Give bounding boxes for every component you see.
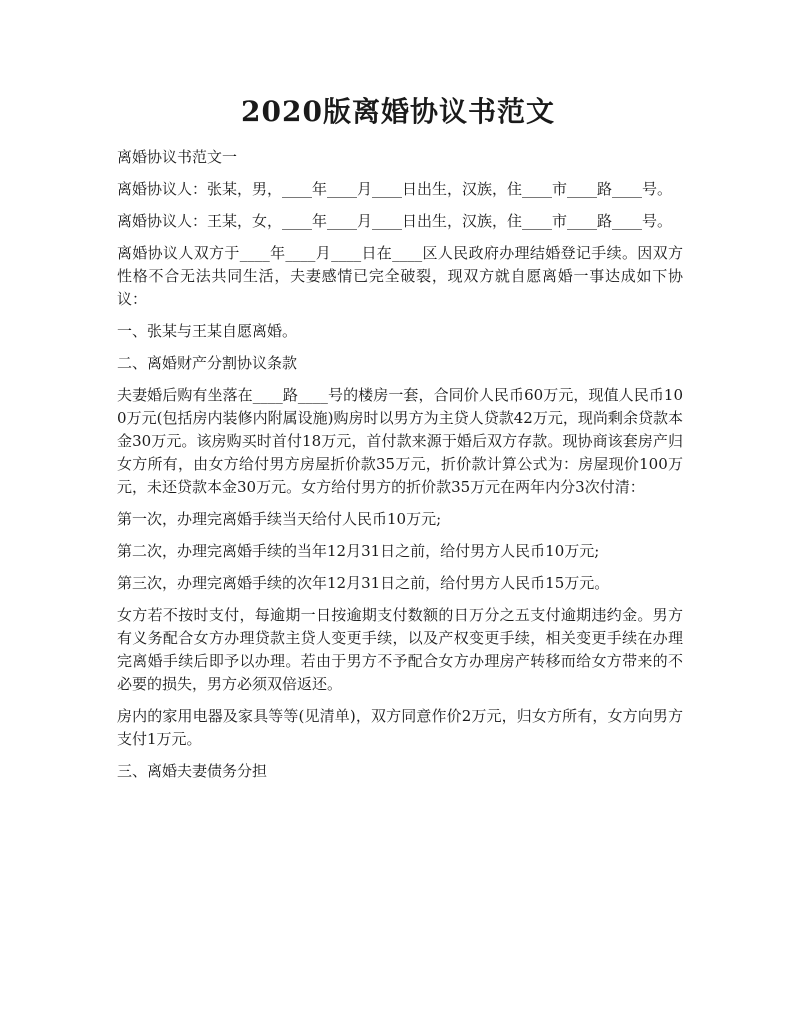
paragraph-late-penalty: 女方若不按时支付，每逾期一日按逾期支付数额的日万分之五支付逾期违约金。男方有义务配合女方办理贷款主贷人变更手续，以及产权变更手续，相关变更手续在办理完离婚手续后即予以办理。若由于男方不予配合女方办理房产转移而给女方带来的不必要的损失，男方必须双倍返还。 [117,606,683,693]
paragraph-clause-one: 一、张某与王某自愿离婚。 [117,322,298,340]
paragraph-clause-three-heading: 三、离婚夫妻债务分担 [117,762,268,780]
paragraph-property-house: 夫妻婚后购有坐落在____路____号的楼房一套，合同价人民币60万元，现值人民币100万元(包括房内装修内附属设施)购房时以男方为主贷人贷款42万元，现尚剩余贷款本金30万元。该房购买时首付18万元，首付款来源于婚后双方存款。现协商该套房产归女方所有，由女方给付男方房屋折价款35万元，折价款计算公式为：房屋现价100万元，未还贷款本金30万元。女方给付男方的折价款35万元在两年内分3次付清： [117,386,683,496]
paragraph-section-heading: 离婚协议书范文一 [117,148,238,166]
paragraph-clause-two-heading: 二、离婚财产分割协议条款 [117,354,298,372]
paragraph-party-one: 离婚协议人：张某，男，____年____月____日出生，汉族，住____市____路____号。 [117,180,673,198]
paragraph-marriage-background: 离婚协议人双方于____年____月____日在____区人民政府办理结婚登记手续。因双方性格不合无法共同生活，夫妻感情已完全破裂，现双方就自愿离婚一事达成如下协议： [117,244,683,308]
document-title: 2020版离婚协议书范文 [241,95,555,128]
paragraph-payment-second: 第二次，办理完离婚手续的当年12月31日之前，给付男方人民币10万元; [117,542,600,560]
document-body [117,146,683,792]
paragraph-party-two: 离婚协议人：王某，女，____年____月____日出生，汉族，住____市____路____号。 [117,212,673,230]
paragraph-payment-first: 第一次，办理完离婚手续当天给付人民币10万元; [117,510,442,528]
paragraph-furniture: 房内的家用电器及家具等等(见清单)，双方同意作价2万元，归女方所有，女方向男方支付1万元。 [117,707,683,748]
paragraph-payment-third: 第三次，办理完离婚手续的次年12月31日之前，给付男方人民币15万元。 [117,574,610,592]
